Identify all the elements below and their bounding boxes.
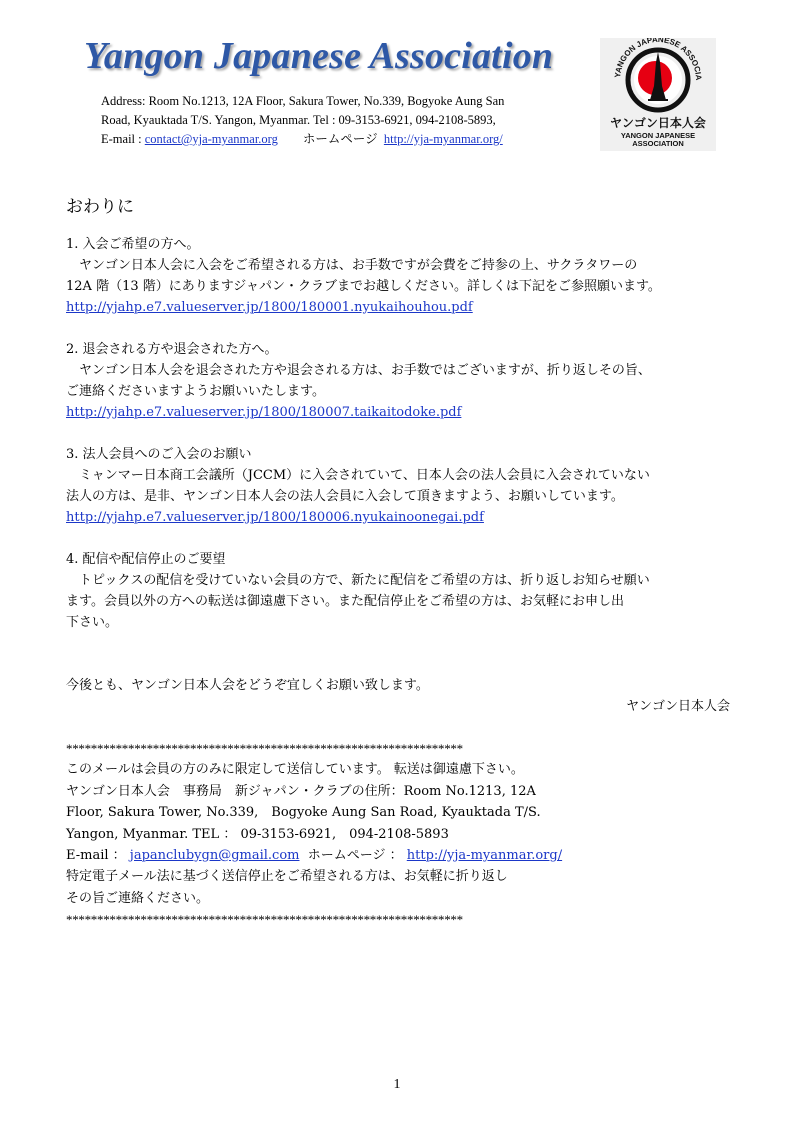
- logo-jp-text: ヤンゴン日本人会: [610, 116, 706, 130]
- join-pdf-link[interactable]: http://yjahp.e7.valueserver.jp/1800/180001.nyukaihouhou.pdf: [66, 300, 473, 315]
- footer-divider: ****************************************************************: [66, 912, 463, 928]
- section-body-line: 下さい。: [66, 615, 119, 630]
- page-heading: おわりに: [66, 197, 134, 217]
- section-title: 3. 法人会員へのご入会のお願い: [66, 447, 252, 462]
- section-distribution: [66, 549, 730, 633]
- signature: ヤンゴン日本人会: [626, 699, 730, 714]
- address-line-2: Road, Kyauktada T/S. Yangon, Myanmar. Tel : 09-3153-6921, 094-2108-5893,: [101, 113, 496, 127]
- section-join: [66, 234, 730, 318]
- footer-divider: ****************************************************************: [66, 741, 463, 756]
- corporate-pdf-link[interactable]: http://yjahp.e7.valueserver.jp/1800/180006.nyukainoonegai.pdf: [66, 510, 484, 525]
- footer-line: Yangon, Myanmar. TEL ： 09-3153-6921, 094-2108-5893: [66, 826, 449, 842]
- address-line-1: Address: Room No.1213, 12A Floor, Sakura Tower, No.339, Bogyoke Aung San: [101, 94, 505, 108]
- header-email-link[interactable]: contact@yja-myanmar.org: [144, 132, 278, 146]
- section-corporate: [66, 444, 730, 528]
- footer-line: ヤンゴン日本人会 事務局 新ジャパン・クラブの住所：Room No.1213, 12A: [66, 783, 536, 799]
- footer-email-link[interactable]: japanclubygn@gmail.com: [129, 848, 300, 864]
- section-body-line: ヤンゴン日本人会を退会された方や退会される方は、お手数ではございますが、折り返しその旨、: [79, 363, 651, 378]
- logo-arc-text: YANGON JAPANESE ASSOCIA: [613, 38, 704, 81]
- contact-line: [101, 130, 581, 149]
- closing-text: 今後とも、ヤンゴン日本人会をどうぞ宜しくお願い致します。: [66, 678, 429, 693]
- section-title: 2. 退会される方や退会された方へ。: [66, 342, 278, 357]
- footer-contact-line: [66, 845, 730, 866]
- section-body-line: トピックスの配信を受けていない会員の方で、新たに配信をご希望の方は、折り返しお知らせ願い: [79, 573, 650, 588]
- section-body-line: ミャンマー日本商工会議所（JCCM）に入会されていて、日本人会の法人会員に入会されていない: [79, 468, 650, 483]
- footer-line: その旨ご連絡ください。: [66, 890, 210, 906]
- main-content: [66, 196, 730, 931]
- section-body-line: ご連絡くださいますようお願いいたします。: [66, 384, 325, 399]
- org-title: Yangon Japanese Association: [84, 35, 554, 77]
- footer-homepage-link[interactable]: http://yja-myanmar.org/: [406, 848, 563, 864]
- header-homepage-link[interactable]: http://yja-myanmar.org/: [383, 132, 503, 146]
- withdraw-pdf-link[interactable]: http://yjahp.e7.valueserver.jp/1800/180007.taikaitodoke.pdf: [66, 405, 462, 420]
- section-withdraw: [66, 339, 730, 423]
- footer-email-label: E-mail ：: [66, 848, 130, 864]
- address-block: [101, 92, 581, 149]
- section-body-line: ヤンゴン日本人会に入会をご希望される方は、お手数ですが会費をご持参の上、サクラタワーの: [79, 258, 638, 273]
- section-body-line: ます。会員以外の方への転送は御遠慮下さい。また配信停止をご希望の方は、お気軽にお申し出: [66, 594, 624, 609]
- section-title: 1. 入会ご希望の方へ。: [66, 237, 200, 252]
- footer-line: 特定電子メール法に基づく送信停止をご希望される方は、お気軽に折り返し: [66, 869, 508, 885]
- page-number: 1: [393, 1077, 401, 1092]
- footer-line: Floor, Sakura Tower, No.339, Bogyoke Aung San Road, Kyauktada T/S.: [66, 805, 541, 821]
- homepage-label: ホームページ: [302, 132, 378, 146]
- association-logo: [600, 38, 716, 151]
- footer-line: このメールは会員の方のみに限定して送信しています。 転送は御遠慮下さい。: [66, 762, 524, 778]
- svg-text:YANGON JAPANESE: YANGON JAPANESE: [620, 131, 696, 140]
- section-title: 4. 配信や配信停止のご要望: [66, 552, 226, 567]
- svg-text:ASSOCIATION: ASSOCIATION: [632, 139, 684, 148]
- email-label: E-mail :: [101, 132, 145, 146]
- email-footer: [66, 738, 730, 931]
- section-body-line: 法人の方は、是非、ヤンゴン日本人会の法人会員に入会して頂きますよう、お願いしています。: [66, 489, 624, 504]
- section-body-line: 12A 階（13 階）にありますジャパン・クラブまでお越しください。詳しくは下記をご参照願います。: [66, 279, 661, 294]
- footer-homepage-label: ホームページ ：: [299, 848, 407, 864]
- logo-emblem-icon: [600, 38, 716, 151]
